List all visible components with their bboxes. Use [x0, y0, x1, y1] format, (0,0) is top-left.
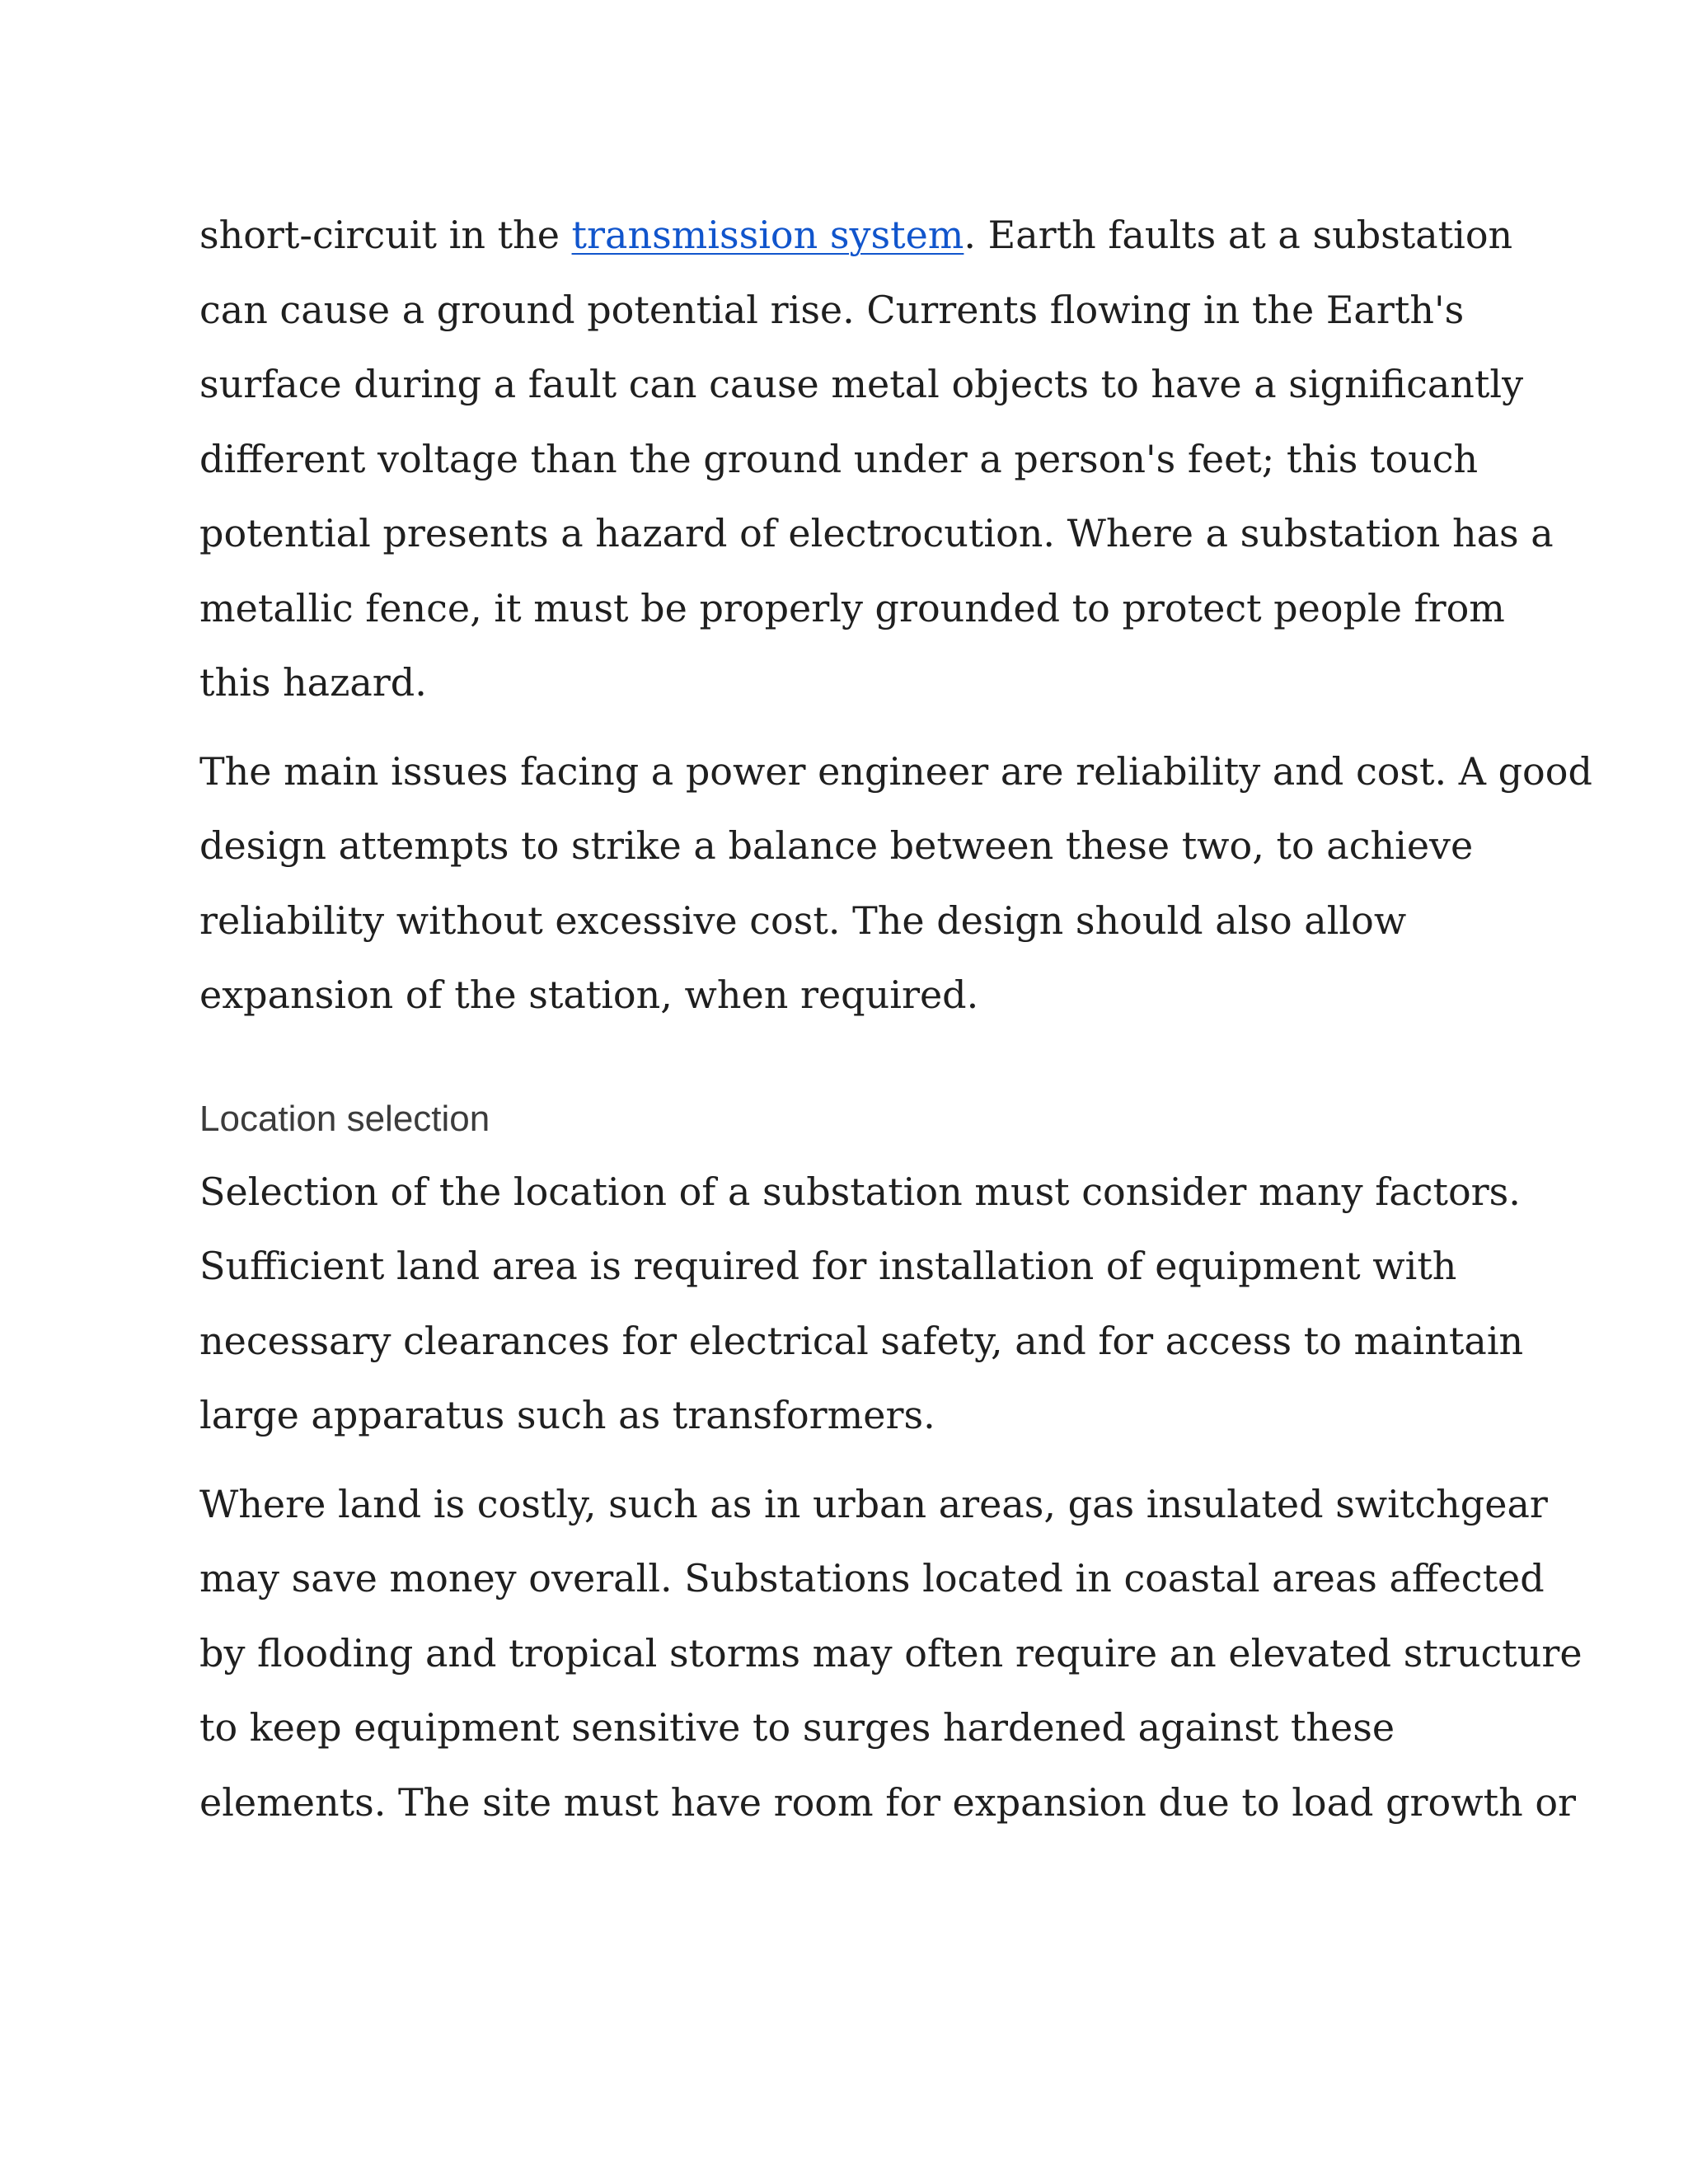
text-line: design attempts to strike a balance between these two, to achieve — [199, 823, 1474, 868]
text-line: may save money overall. Substations located in coastal areas affected — [199, 1556, 1545, 1601]
paragraph-location-factors — [199, 1155, 1524, 1453]
text-line — [199, 198, 1513, 273]
text-line: different voltage than the ground under a person's feet; this touch — [199, 436, 1479, 481]
text-segment: short-circuit in the — [199, 213, 572, 257]
text-line: by flooding and tropical storms may often require an elevated structure — [199, 1630, 1582, 1675]
document-body — [199, 198, 1592, 1840]
text-line: to keep equipment sensitive to surges hardened against these — [199, 1705, 1395, 1750]
paragraph-ground-potential — [199, 198, 1554, 720]
section-heading-location-selection: Location selection — [199, 1098, 490, 1139]
text-line: Sufficient land area is required for installation of equipment with — [199, 1244, 1457, 1288]
text-line: expansion of the station, when required. — [199, 972, 979, 1017]
text-line: can cause a ground potential rise. Currents flowing in the Earth's — [199, 287, 1465, 332]
text-line: Where land is costly, such as in urban areas, gas insulated switchgear — [199, 1481, 1548, 1526]
text-line: metallic fence, it must be properly grounded to protect people from — [199, 585, 1505, 630]
text-line: necessary clearances for electrical safety, and for access to maintain — [199, 1318, 1524, 1363]
transmission-system-link[interactable]: transmission system — [571, 213, 964, 257]
paragraph-reliability-cost — [199, 734, 1592, 1033]
text-line: elements. The site must have room for expansion due to load growth or — [199, 1779, 1577, 1825]
text-line: Selection of the location of a substation must consider many factors. — [199, 1169, 1521, 1214]
text-line: potential presents a hazard of electrocution. Where a substation has a — [199, 511, 1554, 555]
text-line: surface during a fault can cause metal objects to have a significantly — [199, 362, 1524, 406]
text-line: this hazard. — [199, 660, 427, 705]
text-line: The main issues facing a power engineer are reliability and cost. A good — [199, 748, 1592, 794]
text-line: large apparatus such as transformers. — [199, 1393, 935, 1437]
text-segment: . Earth faults at a substation — [964, 213, 1513, 257]
paragraph-land-cost — [199, 1467, 1582, 1840]
text-line: reliability without excessive cost. The design should also allow — [199, 898, 1407, 943]
